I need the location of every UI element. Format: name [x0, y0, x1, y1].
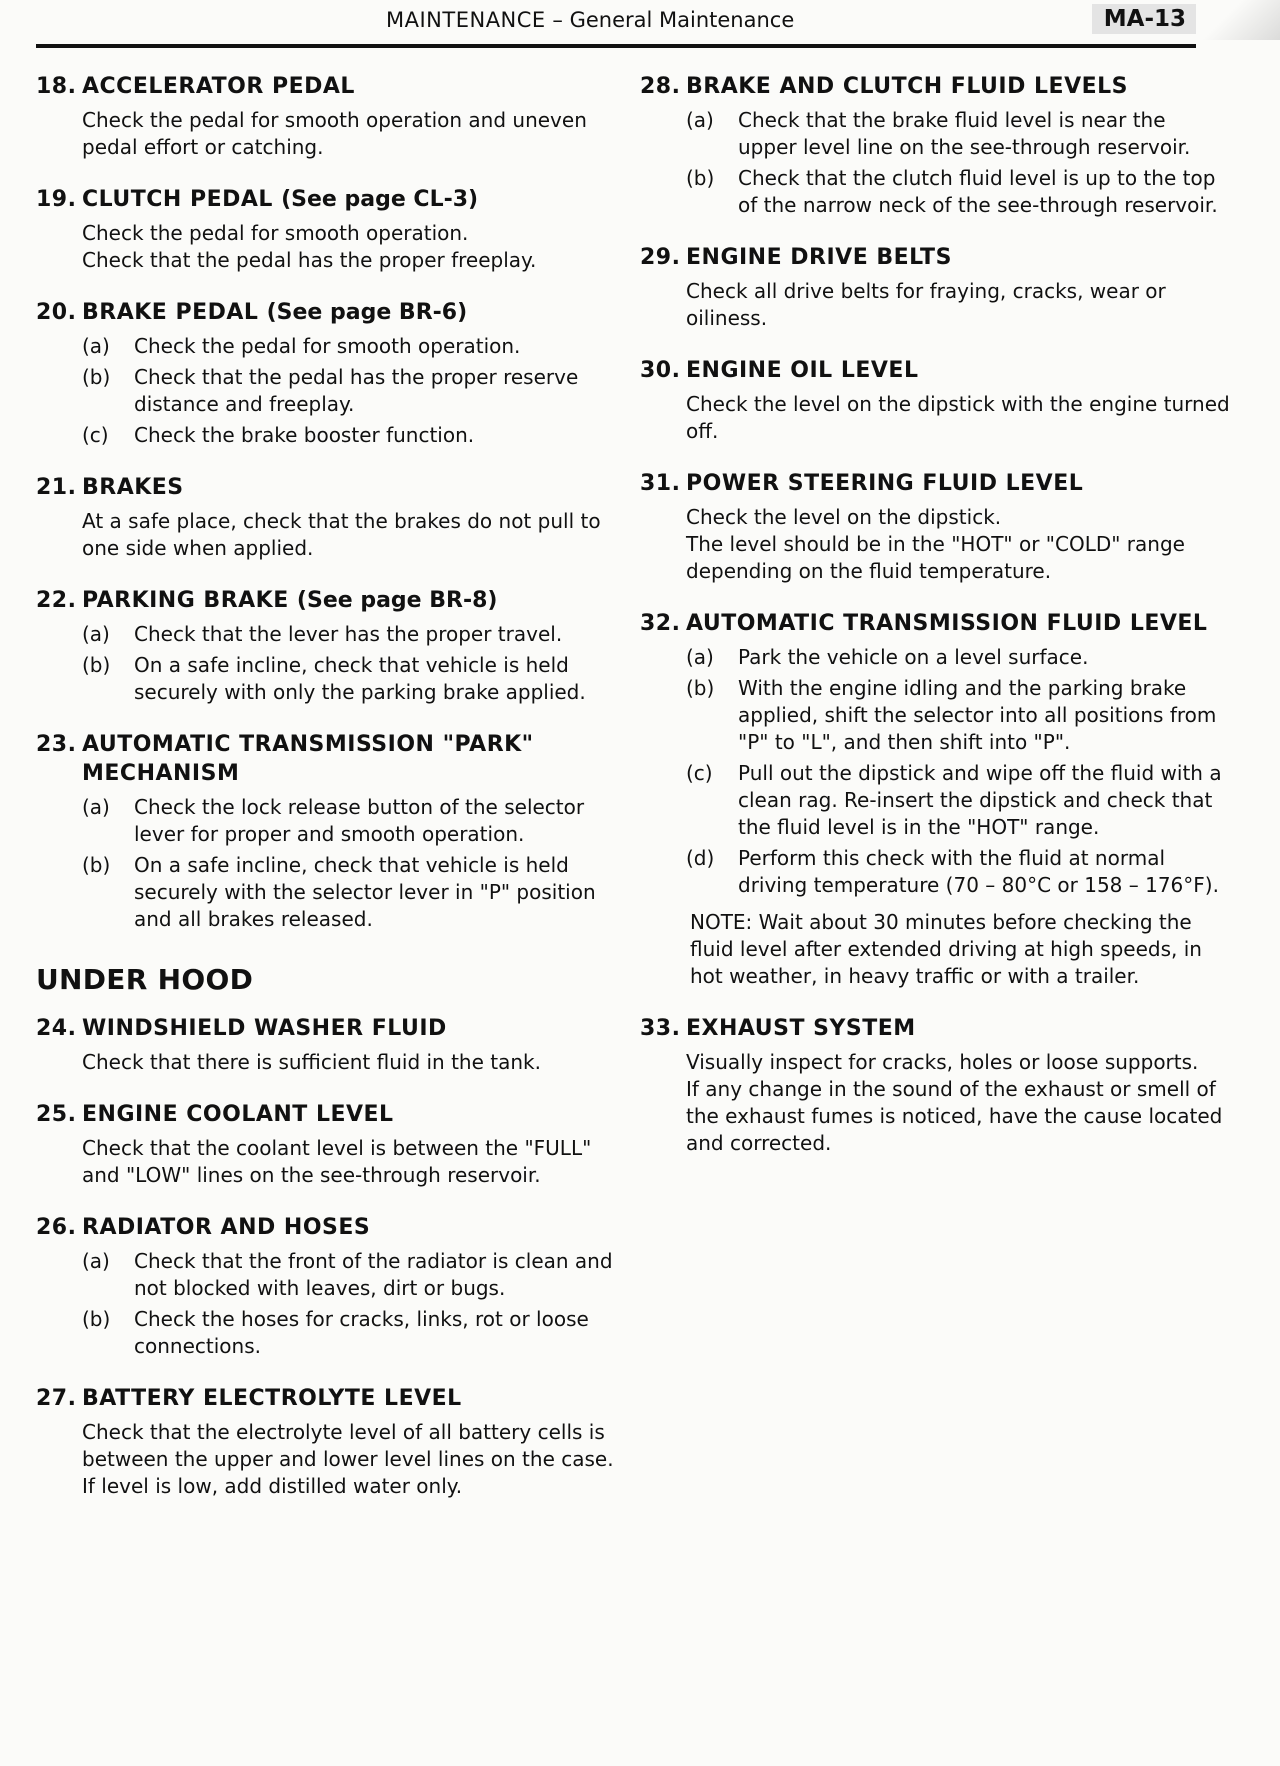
- sub-item: [686, 644, 1230, 671]
- sub-text: Check that the front of the radiator is clean and not blocked with leaves, dirt or bugs.: [134, 1249, 613, 1300]
- item-31: [640, 469, 1230, 585]
- scan-shadow: [1190, 0, 1280, 40]
- item-27: [36, 1384, 616, 1500]
- sub-label: (d): [686, 846, 715, 870]
- sub-text: Check that the lever has the proper travel.: [134, 622, 563, 646]
- page-reference: (See page BR-8): [296, 588, 498, 613]
- item-title: BRAKES: [82, 475, 184, 500]
- sub-label: (b): [686, 676, 715, 700]
- item-number: 24.: [36, 1016, 77, 1041]
- sub-label: (a): [82, 795, 110, 819]
- sub-item: [82, 1306, 616, 1360]
- item-title: ENGINE DRIVE BELTS: [686, 245, 952, 270]
- sub-text: Check that the brake fluid level is near the upper level line on the see-through reservoir.: [738, 108, 1191, 159]
- sub-text: Park the vehicle on a level surface.: [738, 645, 1089, 669]
- sub-label: (c): [686, 761, 713, 785]
- sub-text: Pull out the dipstick and wipe off the fluid with a clean rag. Re-insert the dipstick and check that the fluid level is in the "HOT" range.: [738, 761, 1222, 839]
- item-number: 19.: [36, 187, 77, 212]
- sub-text: Check the pedal for smooth operation.: [134, 334, 521, 358]
- item-text: Visually inspect for cracks, holes or loose supports.: [686, 1050, 1199, 1074]
- sub-text: With the engine idling and the parking brake applied, shift the selector into all positions from "P" to "L", and then shift into "P".: [738, 676, 1217, 754]
- header-rule: [36, 44, 1196, 48]
- item-30: [640, 356, 1230, 445]
- page-reference: (See page BR-6): [266, 300, 468, 325]
- item-number: 32.: [640, 611, 681, 636]
- item-19: [36, 185, 616, 274]
- sub-item: [82, 852, 616, 933]
- item-23: [36, 730, 616, 933]
- item-32: [640, 609, 1230, 990]
- item-number: 18.: [36, 74, 77, 99]
- sub-item: [686, 165, 1230, 219]
- sub-text: On a safe incline, check that vehicle is held securely with the selector lever in "P" position and all brakes released.: [134, 853, 596, 931]
- sub-label: (a): [82, 1249, 110, 1273]
- header-subsection: General Maintenance: [569, 8, 795, 32]
- item-number: 27.: [36, 1386, 77, 1411]
- item-title: WINDSHIELD WASHER FLUID: [82, 1016, 447, 1041]
- item-text: Check that the coolant level is between the "FULL" and "LOW" lines on the see-through reservoir.: [82, 1136, 592, 1187]
- sub-text: Check that the clutch fluid level is up to the top of the narrow neck of the see-through reservoir.: [738, 166, 1218, 217]
- item-18: [36, 72, 616, 161]
- item-title: CLUTCH PEDAL: [82, 187, 273, 212]
- sub-item: [82, 652, 616, 706]
- item-title: EXHAUST SYSTEM: [686, 1016, 916, 1041]
- item-text: The level should be in the "HOT" or "COLD" range depending on the fluid temperature.: [686, 532, 1185, 583]
- item-24: [36, 1014, 616, 1076]
- sub-item: [82, 333, 616, 360]
- item-title: POWER STEERING FLUID LEVEL: [686, 471, 1084, 496]
- sub-item: [82, 422, 616, 449]
- item-number: 21.: [36, 475, 77, 500]
- header-section: MAINTENANCE: [386, 8, 546, 32]
- item-25: [36, 1100, 616, 1189]
- sub-label: (a): [686, 108, 714, 132]
- sub-text: Perform this check with the fluid at normal driving temperature (70 – 80°C or 158 – 176°F).: [738, 846, 1219, 897]
- item-title: PARKING BRAKE: [82, 588, 289, 613]
- item-text: Check the level on the dipstick.: [686, 505, 1002, 529]
- item-number: 33.: [640, 1016, 681, 1041]
- item-text: Check the pedal for smooth operation.: [82, 221, 469, 245]
- item-number: 30.: [640, 358, 681, 383]
- sub-label: (b): [82, 1307, 111, 1331]
- item-number: 25.: [36, 1102, 77, 1127]
- sub-item: [82, 794, 616, 848]
- section-heading: UNDER HOOD: [36, 963, 254, 996]
- sub-label: (a): [686, 645, 714, 669]
- item-title: ENGINE COOLANT LEVEL: [82, 1102, 394, 1127]
- item-number: 28.: [640, 74, 681, 99]
- item-number: 23.: [36, 732, 77, 757]
- item-title: AUTOMATIC TRANSMISSION "PARK" MECHANISM: [82, 732, 534, 786]
- sub-label: (b): [686, 166, 715, 190]
- item-title: AUTOMATIC TRANSMISSION FLUID LEVEL: [686, 611, 1208, 636]
- item-title: BRAKE AND CLUTCH FLUID LEVELS: [686, 74, 1128, 99]
- sub-label: (a): [82, 334, 110, 358]
- item-text: At a safe place, check that the brakes do not pull to one side when applied.: [82, 509, 601, 560]
- right-column: [640, 72, 1230, 1181]
- item-number: 26.: [36, 1215, 77, 1240]
- item-20: [36, 298, 616, 449]
- item-21: [36, 473, 616, 562]
- item-number: 20.: [36, 300, 77, 325]
- item-number: 22.: [36, 588, 77, 613]
- item-33: [640, 1014, 1230, 1157]
- item-text: Check that there is sufficient fluid in the tank.: [82, 1050, 541, 1074]
- header-dash: –: [545, 8, 570, 32]
- item-28: [640, 72, 1230, 219]
- item-title: BATTERY ELECTROLYTE LEVEL: [82, 1386, 462, 1411]
- sub-label: (a): [82, 622, 110, 646]
- item-title: RADIATOR AND HOSES: [82, 1215, 371, 1240]
- item-title: ENGINE OIL LEVEL: [686, 358, 919, 383]
- sub-label: (b): [82, 853, 111, 877]
- item-text: If any change in the sound of the exhaust or smell of the exhaust fumes is noticed, have the cause located and corrected.: [686, 1077, 1223, 1155]
- sub-item: [686, 845, 1230, 899]
- item-text: Check the level on the dipstick with the engine turned off.: [686, 392, 1230, 443]
- item-title: BRAKE PEDAL: [82, 300, 259, 325]
- sub-label: (b): [82, 365, 111, 389]
- page-number: MA-13: [1092, 4, 1196, 34]
- page-reference: (See page CL-3): [281, 187, 479, 212]
- item-title: ACCELERATOR PEDAL: [82, 74, 355, 99]
- item-text: Check that the pedal has the proper freeplay.: [82, 248, 537, 272]
- note-text: NOTE: Wait about 30 minutes before checking the fluid level after extended driving at high speeds, in hot weather, in heavy traffic or with a trailer.: [690, 910, 1202, 988]
- sub-item: [82, 364, 616, 418]
- sub-text: Check the lock release button of the selector lever for proper and smooth operation.: [134, 795, 585, 846]
- sub-text: On a safe incline, check that vehicle is held securely with only the parking brake applied.: [134, 653, 586, 704]
- left-column: [36, 72, 616, 1524]
- sub-item: [82, 1248, 616, 1302]
- item-number: 31.: [640, 471, 681, 496]
- item-text: Check that the electrolyte level of all battery cells is between the upper and lower level lines on the case. If level is low, add distilled water only.: [82, 1420, 614, 1498]
- sub-text: Check the hoses for cracks, links, rot or loose connections.: [134, 1307, 589, 1358]
- item-number: 29.: [640, 245, 681, 270]
- item-29: [640, 243, 1230, 332]
- item-text: Check all drive belts for fraying, cracks, wear or oiliness.: [686, 279, 1166, 330]
- sub-item: [686, 675, 1230, 756]
- item-text: Check the pedal for smooth operation and uneven pedal effort or catching.: [82, 108, 587, 159]
- header-title: [386, 8, 794, 32]
- sub-item: [686, 760, 1230, 841]
- sub-text: Check that the pedal has the proper reserve distance and freeplay.: [134, 365, 579, 416]
- sub-item: [82, 621, 616, 648]
- sub-text: Check the brake booster function.: [134, 423, 475, 447]
- sub-label: (b): [82, 653, 111, 677]
- item-22: [36, 586, 616, 706]
- sub-item: [686, 107, 1230, 161]
- item-26: [36, 1213, 616, 1360]
- sub-label: (c): [82, 423, 109, 447]
